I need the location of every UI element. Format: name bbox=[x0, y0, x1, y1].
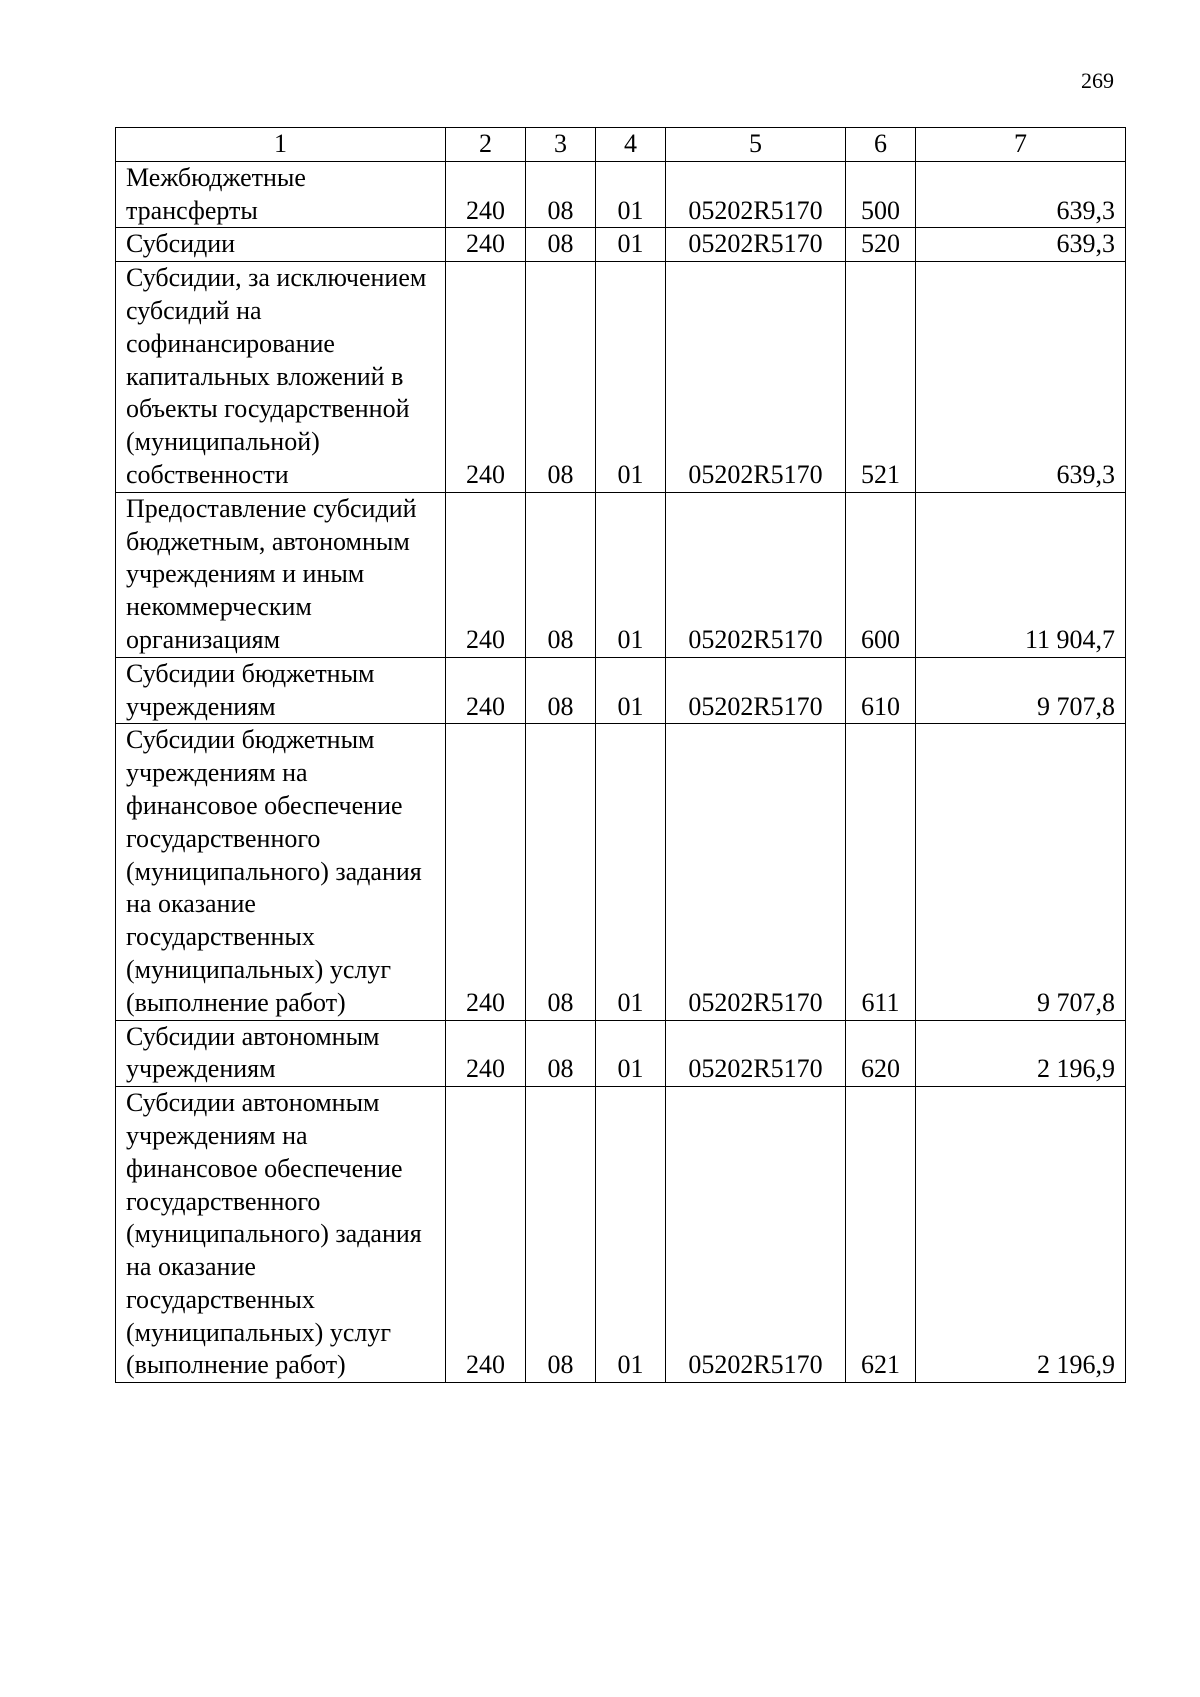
admin-code-cell: 240 bbox=[446, 1020, 526, 1087]
column-header: 3 bbox=[526, 128, 596, 162]
expense-type-cell: 610 bbox=[846, 657, 916, 724]
expense-type-cell: 521 bbox=[846, 262, 916, 493]
target-article-cell: 05202R5170 bbox=[666, 492, 846, 657]
subsection-cell: 01 bbox=[596, 724, 666, 1020]
target-article-cell: 05202R5170 bbox=[666, 262, 846, 493]
subsection-cell: 01 bbox=[596, 1087, 666, 1383]
expense-type-cell: 611 bbox=[846, 724, 916, 1020]
row-name-cell: Субсидии автономным учреждениям на финансовое обеспечение государственного (муниципального) задания на оказание государственных (муниципальных) услуг (выполнение работ) bbox=[116, 1087, 446, 1383]
column-header: 6 bbox=[846, 128, 916, 162]
sum-cell: 2 196,9 bbox=[916, 1087, 1126, 1383]
sum-cell: 639,3 bbox=[916, 161, 1126, 228]
table-row bbox=[116, 492, 1126, 657]
expense-type-cell: 600 bbox=[846, 492, 916, 657]
target-article-cell: 05202R5170 bbox=[666, 1087, 846, 1383]
sum-cell: 639,3 bbox=[916, 262, 1126, 493]
section-cell: 08 bbox=[526, 492, 596, 657]
subsection-cell: 01 bbox=[596, 262, 666, 493]
column-header: 5 bbox=[666, 128, 846, 162]
admin-code-cell: 240 bbox=[446, 657, 526, 724]
section-cell: 08 bbox=[526, 228, 596, 262]
admin-code-cell: 240 bbox=[446, 724, 526, 1020]
row-name-cell: Субсидии бюджетным учреждениям на финансовое обеспечение государственного (муниципального) задания на оказание государственных (муниципальных) услуг (выполнение работ) bbox=[116, 724, 446, 1020]
column-header: 7 bbox=[916, 128, 1126, 162]
target-article-cell: 05202R5170 bbox=[666, 1020, 846, 1087]
budget-table bbox=[115, 127, 1126, 1383]
column-header: 4 bbox=[596, 128, 666, 162]
section-cell: 08 bbox=[526, 262, 596, 493]
sum-cell: 9 707,8 bbox=[916, 657, 1126, 724]
table-row bbox=[116, 228, 1126, 262]
row-name-cell: Субсидии, за исключением субсидий на софинансирование капитальных вложений в объекты государственной (муниципальной) собственности bbox=[116, 262, 446, 493]
table-row bbox=[116, 262, 1126, 493]
sum-cell: 9 707,8 bbox=[916, 724, 1126, 1020]
row-name-cell: Предоставление субсидий бюджетным, автономным учреждениям и иным некоммерческим организациям bbox=[116, 492, 446, 657]
section-cell: 08 bbox=[526, 1087, 596, 1383]
expense-type-cell: 520 bbox=[846, 228, 916, 262]
sum-cell: 639,3 bbox=[916, 228, 1126, 262]
target-article-cell: 05202R5170 bbox=[666, 161, 846, 228]
section-cell: 08 bbox=[526, 1020, 596, 1087]
target-article-cell: 05202R5170 bbox=[666, 228, 846, 262]
section-cell: 08 bbox=[526, 724, 596, 1020]
column-header: 1 bbox=[116, 128, 446, 162]
subsection-cell: 01 bbox=[596, 492, 666, 657]
subsection-cell: 01 bbox=[596, 228, 666, 262]
header-row bbox=[116, 128, 1126, 162]
sum-cell: 2 196,9 bbox=[916, 1020, 1126, 1087]
subsection-cell: 01 bbox=[596, 1020, 666, 1087]
admin-code-cell: 240 bbox=[446, 262, 526, 493]
table-row bbox=[116, 724, 1126, 1020]
admin-code-cell: 240 bbox=[446, 161, 526, 228]
row-name-cell: Субсидии бюджетным учреждениям bbox=[116, 657, 446, 724]
table-row bbox=[116, 1087, 1126, 1383]
admin-code-cell: 240 bbox=[446, 228, 526, 262]
section-cell: 08 bbox=[526, 161, 596, 228]
target-article-cell: 05202R5170 bbox=[666, 657, 846, 724]
subsection-cell: 01 bbox=[596, 161, 666, 228]
row-name-cell: Межбюджетные трансферты bbox=[116, 161, 446, 228]
table-row bbox=[116, 657, 1126, 724]
table-row bbox=[116, 161, 1126, 228]
target-article-cell: 05202R5170 bbox=[666, 724, 846, 1020]
section-cell: 08 bbox=[526, 657, 596, 724]
admin-code-cell: 240 bbox=[446, 492, 526, 657]
expense-type-cell: 620 bbox=[846, 1020, 916, 1087]
row-name-cell: Субсидии автономным учреждениям bbox=[116, 1020, 446, 1087]
page-number: 269 bbox=[1081, 68, 1114, 93]
row-name-cell: Субсидии bbox=[116, 228, 446, 262]
column-header: 2 bbox=[446, 128, 526, 162]
subsection-cell: 01 bbox=[596, 657, 666, 724]
expense-type-cell: 500 bbox=[846, 161, 916, 228]
expense-type-cell: 621 bbox=[846, 1087, 916, 1383]
table-row bbox=[116, 1020, 1126, 1087]
admin-code-cell: 240 bbox=[446, 1087, 526, 1383]
sum-cell: 11 904,7 bbox=[916, 492, 1126, 657]
